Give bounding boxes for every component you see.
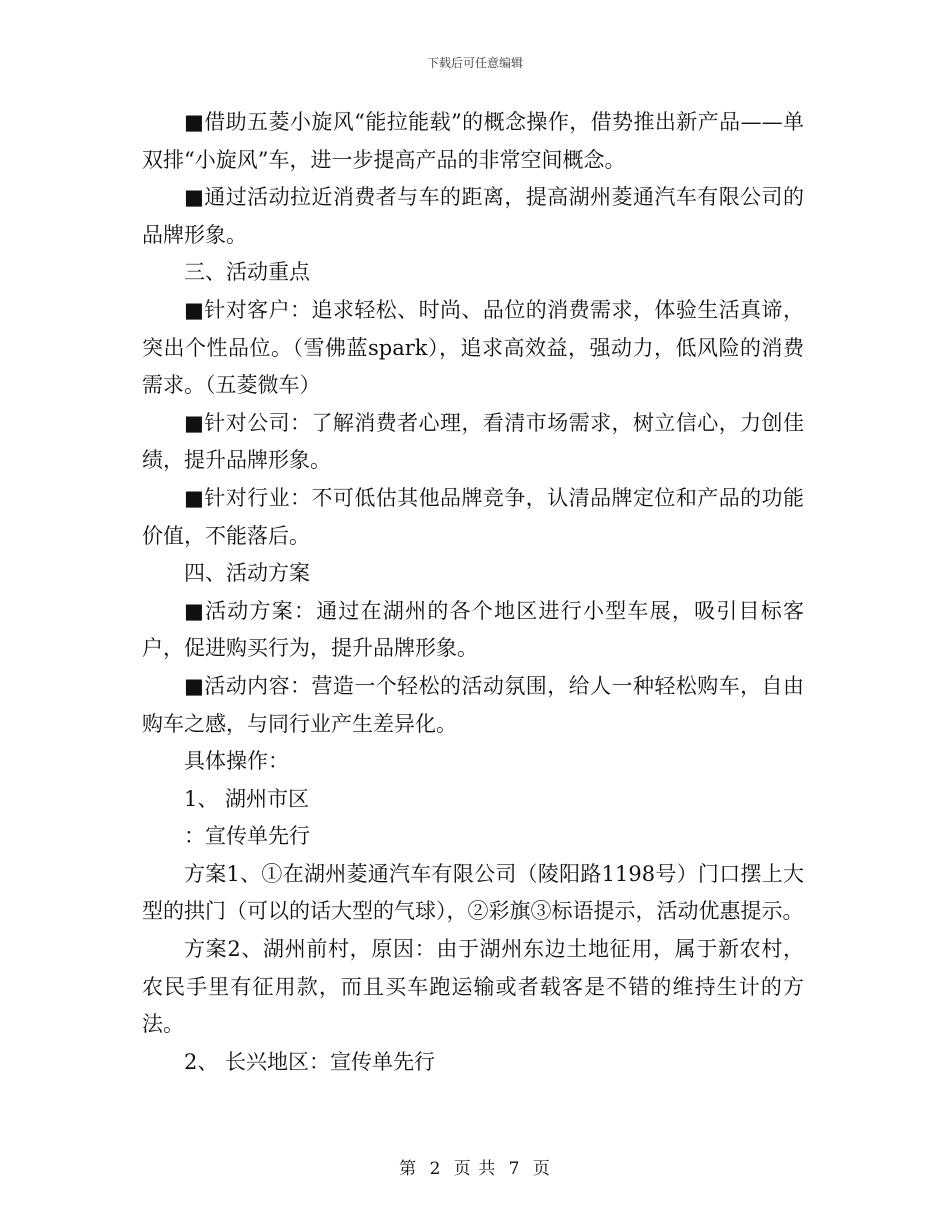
footer-prefix: 第 bbox=[399, 1159, 418, 1179]
page-footer bbox=[0, 1154, 950, 1179]
list-item: 1、 湖州市区 bbox=[184, 786, 310, 811]
paragraph: 具体操作： bbox=[184, 749, 289, 774]
list-item: 2、 长兴地区：宣传单先行 bbox=[184, 1049, 436, 1074]
page-header: 下载后可任意编辑 bbox=[426, 56, 523, 70]
paragraph: ■通过活动拉近消费者与车的距离，提高湖州菱通汽车有限公司的品牌形象。 bbox=[142, 185, 804, 247]
paragraph: ■针对公司：了解消费者心理，看清市场需求，树立信心，力创佳绩，提升品牌形象。 bbox=[142, 410, 804, 473]
footer-mid: 页 共 bbox=[453, 1159, 497, 1179]
paragraph: ■针对客户：追求轻松、时尚、品位的消费需求，体验生活真谛，突出个性品位。（雪佛蓝spark），追求高效益，强动力，低风险的消费需求。（五菱微车） bbox=[142, 297, 804, 398]
paragraph: ：宣传单先行 bbox=[184, 824, 310, 849]
paragraph: ■针对行业：不可低估其他品牌竞争，认清品牌定位和产品的功能价值，不能落后。 bbox=[142, 485, 804, 548]
paragraph: 方案2、湖州前村，原因：由于湖州东边土地征用，属于新农村，农民手里有征用款，而且买车跑运输或者载客是不错的维持生计的方法。 bbox=[142, 937, 804, 1037]
footer-suffix: 页 bbox=[532, 1159, 551, 1179]
total-page-number: 7 bbox=[508, 1159, 521, 1179]
paragraph: ■活动内容：营造一个轻松的活动氛围，给人一种轻松购车，自由购车之感，与同行业产生差异化。 bbox=[142, 673, 804, 736]
paragraph: 方案1、①在湖州菱通汽车有限公司（陵阳路1198号）门口摆上大型的拱门（可以的话大型的气球），②彩旗③标语提示，活动优惠提示。 bbox=[142, 861, 804, 924]
paragraph: ■活动方案：通过在湖州的各个地区进行小型车展，吸引目标客户，促进购买行为，提升品牌形象。 bbox=[142, 598, 804, 661]
section-heading: 三、活动重点 bbox=[184, 260, 310, 285]
paragraph: ■借助五菱小旋风“能拉能载”的概念操作，借势推出新产品——单双排“小旋风”车，进一步提高产品的非常空间概念。 bbox=[142, 110, 804, 172]
document-body bbox=[142, 104, 804, 1081]
section-heading: 四、活动方案 bbox=[184, 561, 310, 586]
current-page-number: 2 bbox=[429, 1159, 442, 1179]
